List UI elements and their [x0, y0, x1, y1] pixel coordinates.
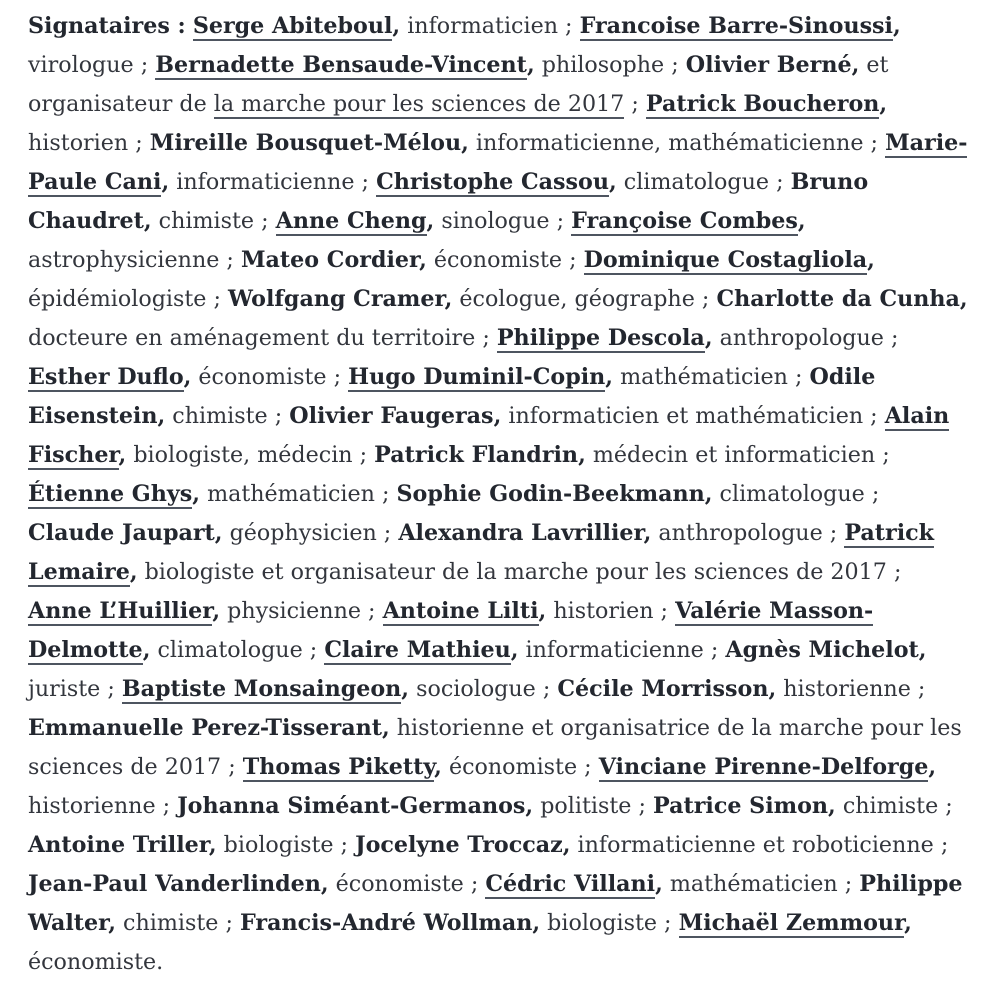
signatory-name-link[interactable]: Cédric Villani [485, 871, 656, 897]
signatory-role: informaticienne et roboticienne [577, 832, 934, 858]
signatory-name-link[interactable]: Christophe Cassou [376, 169, 609, 195]
signatory-role: épidémiologiste [28, 286, 207, 312]
separator: ; [938, 793, 953, 819]
separator: ; [631, 793, 646, 819]
name-comma: , [828, 793, 836, 819]
signatory-role: biologiste, médecin [133, 442, 353, 468]
name-comma: , [538, 598, 547, 624]
signatory-role: climatologue [719, 481, 865, 507]
signatory-name-link[interactable]: Francoise Barre-Sinoussi [579, 13, 893, 39]
signatory-role: informaticien [407, 13, 558, 39]
signatory-role: informaticienne [525, 637, 704, 663]
signatory-role: biologiste et organisateur de la marche pour les sciences de 2017 [144, 559, 887, 585]
separator: ; [100, 676, 115, 702]
signatory-name: Wolfgang Cramer [228, 286, 445, 312]
signatory-role: chimiste [842, 793, 939, 819]
signatory-role: écologue, géographe [459, 286, 695, 312]
name-comma: , [161, 169, 170, 195]
signatory-name-link[interactable]: Patrick Boucheron [645, 91, 880, 117]
separator: ; [657, 910, 672, 936]
separator: ; [703, 637, 719, 663]
signatory-name: Francis-André Wollman [240, 910, 533, 936]
signatory-role: historienne et organisatrice de la marche pour les sciences de 2017 [28, 715, 962, 780]
signatory-role: médecin et informaticien [592, 442, 876, 468]
separator: ; [933, 832, 949, 858]
signatory-role: anthropologue [658, 520, 823, 546]
signatory-role: économiste [28, 949, 157, 975]
name-comma: , [797, 208, 806, 234]
signatory-name: Jocelyne Troccaz [355, 832, 563, 858]
signatory-name: Patrice Simon [653, 793, 829, 819]
signatory-role: biologiste [547, 910, 657, 936]
separator: ; [910, 676, 926, 702]
separator: ; [302, 637, 318, 663]
signatory-role: climatologue [623, 169, 770, 195]
name-comma: , [444, 286, 453, 312]
name-comma: , [867, 247, 875, 273]
signatory-role: sinologue [441, 208, 550, 234]
separator: ; [535, 676, 551, 702]
signatory-name: Charlotte da Cunha [716, 286, 960, 312]
signatory-name: Philippe Walter [28, 871, 963, 936]
signatory-role: géophysicien [229, 520, 377, 546]
name-comma: , [643, 520, 652, 546]
signatory-name-link[interactable]: Esther Duflo [28, 364, 184, 390]
name-comma: , [381, 715, 390, 741]
separator: ; [562, 247, 577, 273]
separator: ; [875, 442, 890, 468]
name-comma: , [214, 520, 223, 546]
signatory-name-link[interactable]: Anne L’Huillier [28, 598, 213, 624]
signatory-name: Claude Jaupart [28, 520, 215, 546]
signatory-role: biologiste [223, 832, 334, 858]
signatory-name-link[interactable]: Antoine Lilti [382, 598, 539, 624]
separator: ; [577, 754, 592, 780]
name-comma: , [918, 637, 927, 663]
signatory-name: Emmanuelle Perez-Tisserant [28, 715, 382, 741]
separator: ; [475, 325, 490, 351]
name-comma: , [320, 871, 329, 897]
name-comma: , [157, 403, 166, 429]
separator: ; [354, 169, 370, 195]
separator: ; [128, 130, 143, 156]
separator: ; [558, 13, 573, 39]
signatory-name-link[interactable]: Patrick Lemaire [28, 520, 935, 585]
signatory-name-link[interactable]: Alain Fischer [28, 403, 950, 468]
separator: ; [254, 208, 269, 234]
name-comma: , [532, 910, 541, 936]
signatory-name: Olivier Faugeras [289, 403, 494, 429]
signatory-role: astrophysicienne [28, 247, 220, 273]
signatory-role: physicienne [227, 598, 361, 624]
signatory-role: informaticienne, mathématicienne [475, 130, 864, 156]
name-comma: , [392, 13, 401, 39]
name-comma: , [578, 442, 586, 468]
signatory-name-link[interactable]: Baptiste Monsaingeon [121, 676, 402, 702]
signatory-role: anthropologue [719, 325, 884, 351]
signatory-role: chimiste [123, 910, 219, 936]
separator: ; [822, 520, 838, 546]
name-comma: , [208, 832, 217, 858]
separator: ; [863, 130, 879, 156]
signatory-name: Cécile Morrisson [557, 676, 769, 702]
name-comma: , [401, 676, 410, 702]
signatory-role: juriste [28, 676, 101, 702]
name-comma: , [605, 364, 614, 390]
name-comma: , [192, 481, 201, 507]
signatory-role: et organisateur de [28, 52, 889, 117]
signatory-role: climatologue [157, 637, 303, 663]
name-comma: , [704, 325, 713, 351]
separator: ; [886, 559, 902, 585]
separator: ; [376, 520, 392, 546]
signatory-role: économiste [335, 871, 464, 897]
signatory-role: historien [28, 130, 129, 156]
signatory-name: Jean-Paul Vanderlinden [28, 871, 321, 897]
name-comma: , [904, 910, 912, 936]
signatory-name: Odile Eisenstein [28, 364, 876, 429]
signatory-name-link[interactable]: Claire Mathieu [324, 637, 511, 663]
separator: ; [787, 364, 803, 390]
separator: ; [694, 286, 710, 312]
signatory-role: informaticien et mathématicien [508, 403, 864, 429]
separator: ; [883, 325, 899, 351]
separator: ; [837, 871, 853, 897]
signatory-role: mathématicien [207, 481, 375, 507]
name-comma: , [608, 169, 617, 195]
name-comma: , [118, 442, 127, 468]
signatory-role: mathématicien [669, 871, 838, 897]
name-comma: , [562, 832, 571, 858]
name-comma: , [959, 286, 968, 312]
signatory-name-link[interactable]: Valérie Masson-Delmotte [28, 598, 874, 663]
signatory-name-link[interactable]: Anne Cheng [275, 208, 427, 234]
name-comma: , [129, 559, 138, 585]
separator: . [156, 949, 164, 975]
separator: ; [664, 52, 679, 78]
name-comma: , [655, 871, 663, 897]
signatory-name: Bruno Chaudret [28, 169, 869, 234]
signatory-name: Mireille Bousquet-Mélou [149, 130, 462, 156]
name-comma: , [928, 754, 937, 780]
name-comma: , [851, 52, 860, 78]
separator: ; [267, 403, 283, 429]
signatory-role: mathématicien [620, 364, 788, 390]
signatory-name: Alexandra Lavrillier [398, 520, 644, 546]
signatory-name-link[interactable]: Philippe Descola [496, 325, 705, 351]
signatory-role: chimiste [172, 403, 268, 429]
separator: ; [326, 364, 342, 390]
signatory-role: économiste [448, 754, 578, 780]
name-comma: , [183, 364, 192, 390]
separator: ; [463, 871, 479, 897]
separator: ; [653, 598, 669, 624]
separator: ; [206, 286, 221, 312]
name-comma: , [426, 208, 435, 234]
separator: ; [221, 754, 236, 780]
name-comma: , [526, 52, 535, 78]
signatory-role: politiste [540, 793, 632, 819]
signatory-name-link[interactable]: Thomas Piketty [242, 754, 435, 780]
signatory-role: économiste [198, 364, 327, 390]
separator: ; [624, 91, 639, 117]
signatory-name-link[interactable]: Michaël Zemmour [678, 910, 905, 936]
name-comma: , [525, 793, 534, 819]
signatory-name-link[interactable]: Bernadette Bensaude-Vincent [155, 52, 527, 78]
signatory-name: Mateo Cordier [240, 247, 420, 273]
signatory-name-link[interactable]: Étienne Ghys [28, 481, 193, 507]
signatories-list [28, 13, 968, 975]
separator: ; [155, 793, 171, 819]
signatory-name-link[interactable]: Françoise Combes [571, 208, 798, 234]
signatory-name-link[interactable]: Dominique Costagliola [583, 247, 868, 273]
name-comma: , [493, 403, 502, 429]
name-comma: , [892, 13, 901, 39]
separator: ; [352, 442, 368, 468]
separator: ; [333, 832, 349, 858]
signatory-role: historienne [783, 676, 911, 702]
signatory-role: historienne [28, 793, 156, 819]
signatory-role: docteure en aménagement du territoire [28, 325, 476, 351]
signatory-name: Johanna Siméant-Germanos [177, 793, 526, 819]
signatory-name-link[interactable]: Serge Abiteboul [192, 13, 393, 39]
signatory-role: virologue [28, 52, 134, 78]
separator: ; [863, 403, 878, 429]
signatory-name: Patrick Flandrin [374, 442, 579, 468]
name-comma: , [142, 637, 151, 663]
separator: ; [374, 481, 390, 507]
signatory-role: économiste [433, 247, 563, 273]
signatory-role: philosophe [541, 52, 665, 78]
name-comma: , [510, 637, 519, 663]
signatories-heading: Signataires : [28, 13, 186, 39]
signatory-name: Agnès Michelot [725, 637, 919, 663]
name-comma: , [704, 481, 713, 507]
separator: ; [864, 481, 880, 507]
signatory-role: historien [553, 598, 654, 624]
separator: ; [133, 52, 149, 78]
name-comma: , [212, 598, 221, 624]
name-comma: , [108, 910, 116, 936]
signatory-name-link[interactable]: Vinciane Pirenne-Delforge [598, 754, 929, 780]
name-comma: , [143, 208, 152, 234]
name-comma: , [879, 91, 888, 117]
signatory-name: Antoine Triller [28, 832, 209, 858]
separator: ; [219, 247, 234, 273]
separator: ; [769, 169, 784, 195]
separator: ; [361, 598, 376, 624]
march-link[interactable]: la marche pour les sciences de 2017 [213, 91, 625, 117]
separator: ; [549, 208, 565, 234]
separator: ; [218, 910, 233, 936]
signatory-role: sociologue [416, 676, 536, 702]
signatory-name: Olivier Berné [685, 52, 852, 78]
signatory-name-link[interactable]: Marie-Paule Cani [28, 130, 968, 195]
name-comma: , [768, 676, 777, 702]
signatory-role: chimiste [158, 208, 255, 234]
signatory-name-link[interactable]: Hugo Duminil-Copin [348, 364, 606, 390]
name-comma: , [461, 130, 469, 156]
signatory-name: Sophie Godin-Beekmann [396, 481, 705, 507]
name-comma: , [434, 754, 442, 780]
name-comma: , [419, 247, 427, 273]
signatory-role: informaticienne [176, 169, 355, 195]
